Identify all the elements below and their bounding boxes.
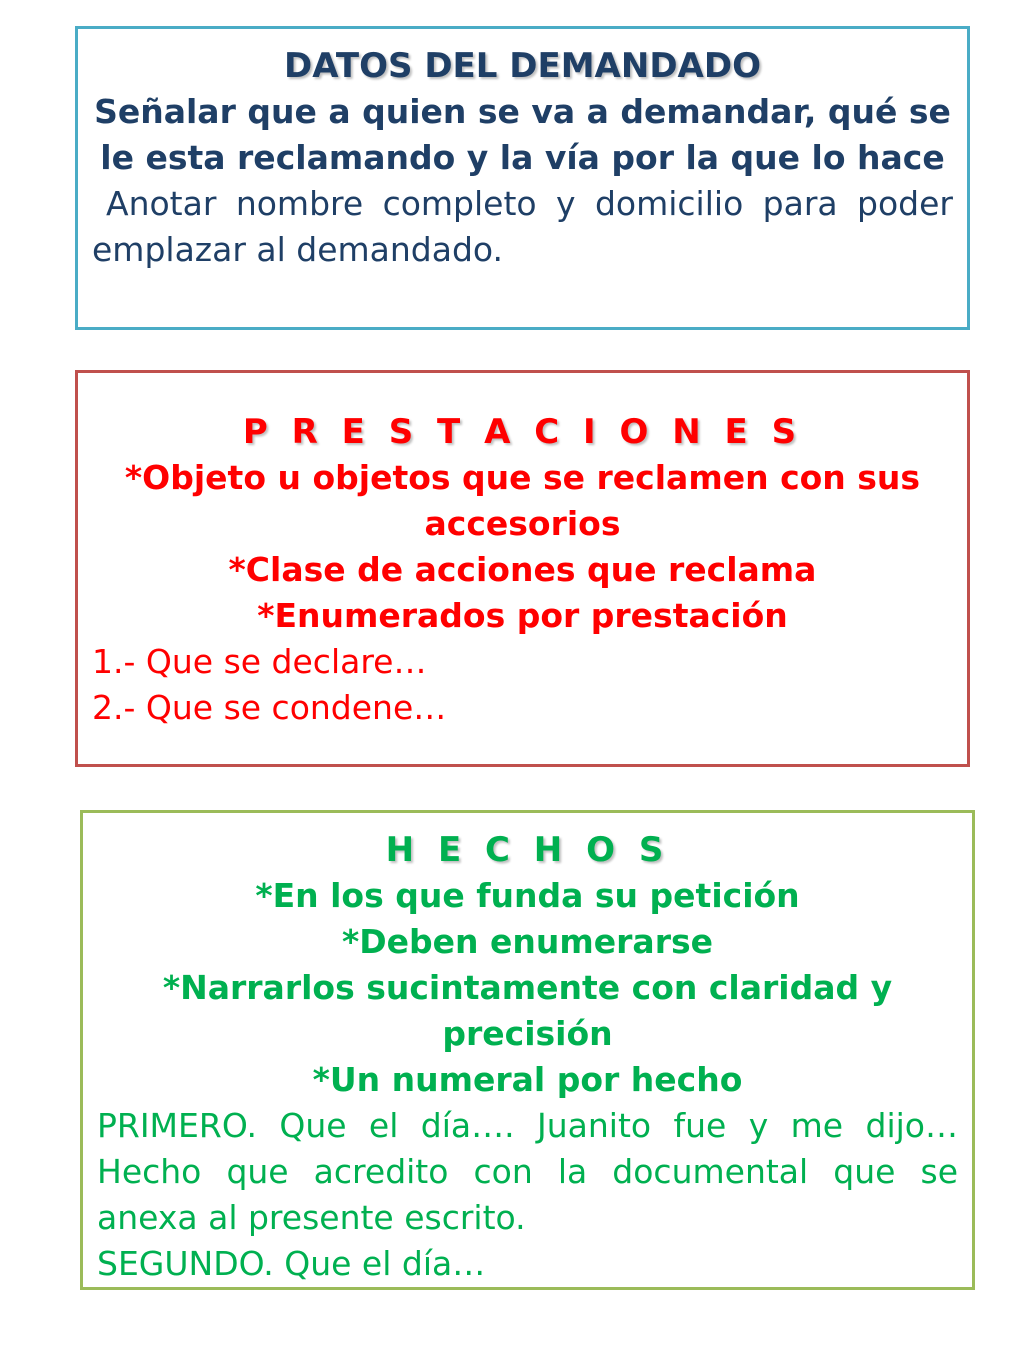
prestaciones-line: *Clase de acciones que reclama	[228, 550, 817, 589]
prestaciones-item: 1.- Que se declare…	[92, 642, 427, 681]
demandado-subtitle: Señalar que a quien se va a demandar, qué se le esta reclamando y la vía por la que lo hace	[94, 92, 951, 177]
hechos-body: PRIMERO. Que el día…. Juanito fue y me dijo…Hecho que acredito con la documental que se anexa al presente escrito.	[97, 1106, 958, 1237]
prestaciones-line: *Enumerados por prestación	[257, 596, 788, 635]
hechos-body: SEGUNDO. Que el día…	[97, 1244, 486, 1283]
hechos-line: *Narrarlos sucintamente con claridad y precisión	[162, 968, 893, 1053]
demandado-panel	[75, 26, 970, 330]
prestaciones-line: *Objeto u objetos que se reclamen con sus accesorios	[124, 458, 921, 543]
hechos-title: H E C H O S	[385, 830, 670, 870]
prestaciones-title: P R E S T A C I O N E S	[242, 412, 803, 452]
prestaciones-item: 2.- Que se condene…	[92, 688, 447, 727]
hechos-panel	[80, 810, 975, 1290]
demandado-title: DATOS DEL DEMANDADO	[284, 46, 761, 86]
hechos-line: *Un numeral por hecho	[312, 1060, 743, 1099]
hechos-line: *En los que funda su petición	[255, 876, 800, 915]
hechos-line: *Deben enumerarse	[342, 922, 713, 961]
demandado-body: Anotar nombre completo y domicilio para poder emplazar al demandado.	[92, 184, 953, 269]
prestaciones-panel	[75, 370, 970, 767]
